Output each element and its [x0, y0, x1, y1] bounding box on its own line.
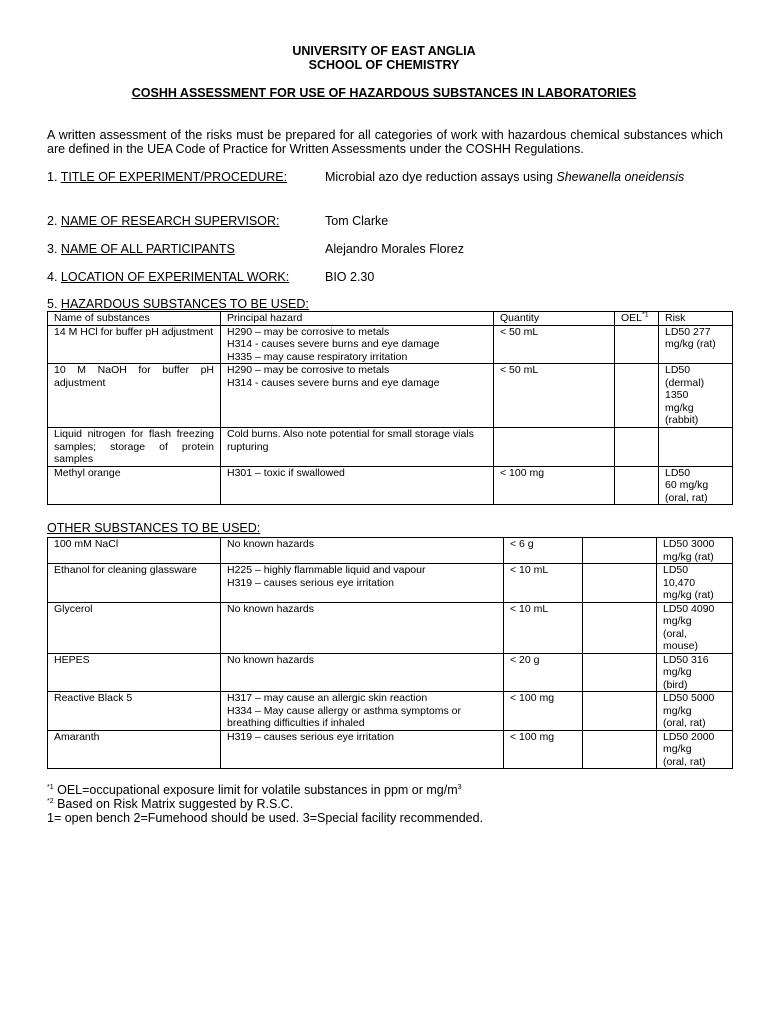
risk-line: 1350: [665, 389, 689, 401]
quantity-cell: < 10 mL: [504, 602, 583, 653]
substance-name-cell: Liquid nitrogen for flash freezing samples; storage of protein samples: [48, 428, 221, 467]
substance-name-cell: Ethanol for cleaning glassware: [48, 564, 221, 603]
other-section-heading: [47, 521, 260, 535]
field-value: Tom Clarke: [325, 214, 389, 228]
risk-line: (dermal): [665, 376, 705, 389]
field-number: 4.: [47, 270, 58, 284]
hazard-line: H301 – toxic if swallowed: [227, 466, 345, 479]
field-number: 1.: [47, 170, 58, 184]
substance-name-cell: Amaranth: [48, 730, 221, 769]
field-experiment-title: [47, 170, 685, 184]
field-number: 3.: [47, 242, 58, 256]
hazard-line: No known hazards: [227, 602, 314, 615]
risk-line: LD50 3000: [663, 538, 715, 550]
quantity-cell: < 10 mL: [504, 564, 583, 603]
oel-cell: [615, 364, 659, 428]
substance-name-cell: 14 M HCl for buffer pH adjustment: [48, 325, 221, 364]
risk-cell: [659, 466, 733, 505]
risk-line: mg/kg: [665, 401, 694, 414]
hazardous-table-body: [48, 325, 733, 505]
risk-cell: [657, 564, 733, 603]
hazard-cell: [221, 466, 494, 505]
oel-cell: [615, 325, 659, 364]
hazard-cell: [221, 692, 504, 731]
risk-line: (oral, rat): [665, 491, 708, 504]
hazard-cell: [221, 602, 504, 653]
header-hazard: Principal hazard: [221, 312, 494, 326]
hazard-line: H319 – causes serious eye irritation: [227, 730, 394, 743]
hazard-cell: [221, 325, 494, 364]
other-substances-table: [47, 537, 733, 769]
hazard-line: H335 – may cause respiratory irritation: [227, 350, 408, 363]
risk-cell: [657, 602, 733, 653]
field-label: TITLE OF EXPERIMENT/PROCEDURE:: [60, 170, 288, 184]
risk-cell: [659, 325, 733, 364]
oel-cell: [583, 653, 657, 692]
risk-line: (bird): [663, 678, 688, 691]
risk-line: LD50 4090: [663, 602, 715, 615]
quantity-cell: [494, 428, 615, 467]
substance-name-cell: Reactive Black 5: [48, 692, 221, 731]
table-row: [48, 564, 733, 603]
oel-cell: [583, 602, 657, 653]
field-label: NAME OF ALL PARTICIPANTS: [60, 242, 235, 256]
hazard-line: H334 – May cause allergy or asthma symptoms or breathing difficulties if inhaled: [227, 704, 462, 729]
field-value: BIO 2.30: [325, 270, 375, 284]
risk-line: mg/kg: [663, 704, 692, 717]
hazard-line: H290 – may be corrosive to metals: [227, 364, 390, 376]
table-header-row: [48, 312, 733, 326]
field-number: 2.: [47, 214, 58, 228]
risk-line: mg/kg (rat): [665, 338, 716, 350]
hazard-line: H314 - causes severe burns and eye damage: [227, 376, 440, 389]
section-label: HAZARDOUS SUBSTANCES TO BE USED:: [60, 297, 309, 311]
field-supervisor: [47, 214, 389, 228]
risk-line: mouse): [663, 640, 699, 652]
oel-cell: [583, 730, 657, 769]
field-value-organism: Shewanella oneidensis: [556, 170, 685, 184]
risk-line: mg/kg: [663, 615, 692, 627]
hazard-line: H225 – highly flammable liquid and vapour: [227, 564, 426, 576]
hazard-line: H317 – may cause an allergic skin reaction: [227, 692, 428, 704]
risk-cell: [659, 428, 733, 467]
footnote-risk: [47, 797, 483, 811]
hazard-line: Cold burns. Also note potential for small storage vials rupturing: [227, 428, 474, 453]
table-row: [48, 428, 733, 467]
table-row: [48, 730, 733, 769]
substance-name-cell: HEPES: [48, 653, 221, 692]
section-label: OTHER SUBSTANCES TO BE USED:: [47, 521, 261, 535]
quantity-cell: < 6 g: [504, 538, 583, 564]
footnote-scale: 1= open bench 2=Fumehood should be used. 3=Special facility recommended.: [47, 811, 484, 825]
hazard-line: H290 – may be corrosive to metals: [227, 325, 390, 338]
quantity-cell: < 50 mL: [494, 364, 615, 428]
field-value: [325, 170, 684, 184]
footnote-oel-text: OEL=occupational exposure limit for volatile substances in ppm or mg/m: [53, 783, 458, 797]
risk-line: mg/kg (rat): [663, 550, 714, 563]
hazard-line: H319 – causes serious eye irritation: [227, 576, 394, 589]
field-label: NAME OF RESEARCH SUPERVISOR:: [60, 214, 280, 228]
quantity-cell: < 100 mg: [494, 466, 615, 505]
substance-name-cell: 10 M NaOH for buffer pH adjustment: [48, 364, 221, 428]
quantity-cell: < 100 mg: [504, 692, 583, 731]
risk-line: LD50: [665, 466, 691, 479]
footnote-risk-marker: *2: [47, 797, 54, 805]
header-oel-text: OEL: [621, 312, 643, 324]
risk-line: (oral, rat): [663, 755, 706, 768]
quantity-cell: < 20 g: [504, 653, 583, 692]
quantity-cell: < 100 mg: [504, 730, 583, 769]
field-value-text: Microbial azo dye reduction assays using: [325, 170, 557, 184]
other-table-body: [48, 538, 733, 769]
section-number: 5.: [47, 297, 58, 311]
hazard-cell: [221, 730, 504, 769]
risk-line: (oral,: [663, 627, 687, 640]
table-row: [48, 602, 733, 653]
header-quantity: Quantity: [494, 312, 615, 326]
risk-cell: [657, 653, 733, 692]
footnote-oel-unit: 3: [457, 783, 462, 791]
risk-line: (oral, rat): [663, 717, 706, 729]
risk-line: LD50: [665, 364, 691, 376]
hazard-line: No known hazards: [227, 653, 314, 666]
table-row: [48, 538, 733, 564]
hazard-cell: [221, 364, 494, 428]
school-name: SCHOOL OF CHEMISTRY: [308, 58, 460, 72]
substance-name-cell: Glycerol: [48, 602, 221, 653]
table-row: [48, 466, 733, 505]
oel-cell: [615, 466, 659, 505]
hazard-line: H314 - causes severe burns and eye damage: [227, 338, 440, 350]
substance-name-cell: Methyl orange: [48, 466, 221, 505]
hazard-cell: [221, 428, 494, 467]
header-oel: [615, 312, 659, 326]
risk-cell: [659, 364, 733, 428]
footnote-risk-text: Based on Risk Matrix suggested by R.S.C.: [53, 797, 294, 811]
risk-cell: [657, 692, 733, 731]
risk-line: 60 mg/kg: [665, 479, 709, 491]
field-location: [47, 270, 375, 284]
oel-cell: [583, 692, 657, 731]
risk-line: LD50 5000: [663, 692, 715, 704]
table-row: [48, 364, 733, 428]
substance-name-cell: 100 mM NaCl: [48, 538, 221, 564]
risk-line: (rabbit): [665, 414, 699, 426]
risk-line: LD50 316: [663, 653, 709, 666]
hazard-line: No known hazards: [227, 538, 314, 550]
table-row: [48, 653, 733, 692]
hazard-cell: [221, 538, 504, 564]
field-label: LOCATION OF EXPERIMENTAL WORK:: [60, 270, 290, 284]
header-risk: Risk: [659, 312, 733, 326]
risk-cell: [657, 538, 733, 564]
risk-line: mg/kg: [663, 666, 692, 678]
table-row: [48, 325, 733, 364]
risk-line: mg/kg (rat): [663, 589, 714, 601]
footnote-oel-marker: *1: [47, 783, 54, 791]
hazard-cell: [221, 653, 504, 692]
table-row: [48, 692, 733, 731]
field-value: Alejandro Morales Florez: [325, 242, 464, 256]
quantity-cell: < 50 mL: [494, 325, 615, 364]
risk-line: LD50 277: [665, 325, 711, 338]
header-oel-sup: *1: [642, 311, 649, 319]
footnote-oel: [47, 783, 483, 797]
hazardous-section-heading: [47, 297, 309, 311]
document-title: COSHH ASSESSMENT FOR USE OF HAZARDOUS SUBSTANCES IN LABORATORIES: [131, 86, 637, 100]
risk-line: LD50 2000: [663, 730, 715, 743]
oel-cell: [583, 564, 657, 603]
risk-line: LD50: [663, 564, 689, 576]
intro-paragraph: A written assessment of the risks must be prepared for all categories of work with hazardous chemical substances which are defined in the UEA Code of Practice for Written Assessments under the COSHH Regulations.: [47, 128, 723, 156]
header-name: Name of substances: [48, 312, 221, 326]
risk-cell: [657, 730, 733, 769]
footnotes: [47, 783, 483, 825]
hazardous-substances-table: [47, 311, 733, 505]
oel-cell: [615, 428, 659, 467]
field-participants: [47, 242, 464, 256]
risk-line: 10,470: [663, 576, 696, 589]
oel-cell: [583, 538, 657, 564]
hazard-cell: [221, 564, 504, 603]
university-name: UNIVERSITY OF EAST ANGLIA: [292, 44, 476, 58]
risk-line: mg/kg: [663, 743, 692, 755]
